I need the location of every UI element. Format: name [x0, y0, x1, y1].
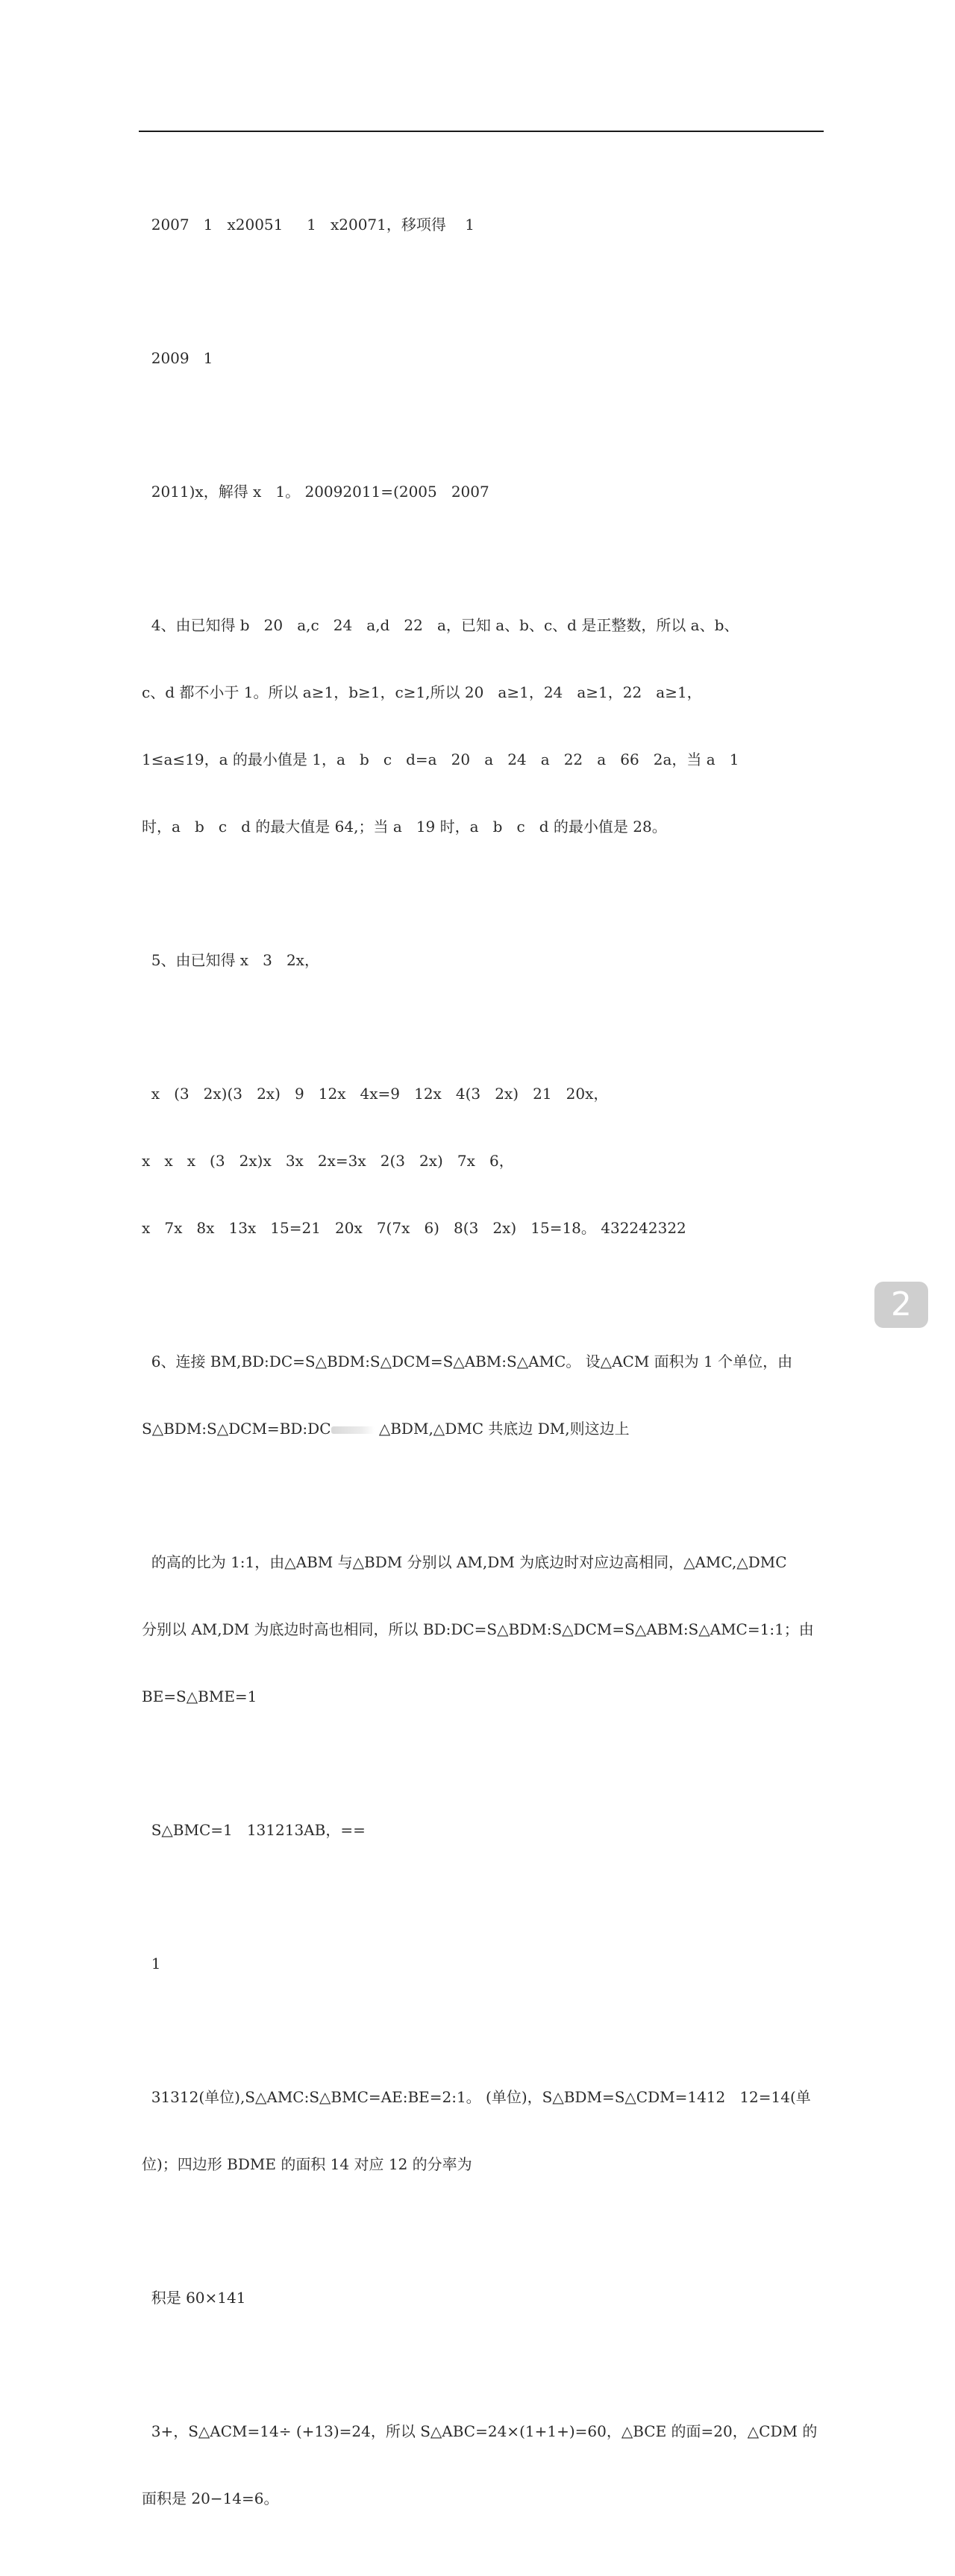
paragraph [142, 904, 817, 1016]
page-number-badge: 2 [874, 1282, 928, 1328]
paragraph [142, 2242, 817, 2354]
text-line: 积是 60×141 [142, 2289, 246, 2307]
text-line: 1 [142, 1955, 161, 1972]
text-line: 6、连接 BM,BD:DC=S△BDM:S△DCM=S△ABM:S△AMC。 设△ACM 面积为 1 个单位，由 [142, 1353, 793, 1370]
paragraph [142, 2041, 817, 2220]
text-line: 2007 1 x20051 1 x20071，移项得 1 [142, 216, 475, 234]
text-line [142, 1417, 817, 1440]
scan-smudge [331, 1426, 375, 1434]
paragraph [142, 169, 817, 281]
document-body [142, 169, 817, 2576]
paragraph [142, 1908, 817, 2019]
text-line: 31312(单位),S△AMC:S△BMC=AE:BE=2:1。 (单位)，S△BDM=S△CDM=1412 12=14(单 [142, 2088, 811, 2106]
text-line: 时，a b c d 的最大值是 64,；当 a 19 时，a b c d 的最小值是 28。 [142, 818, 667, 836]
paragraph [142, 1038, 817, 1284]
text-line: 2009 1 [142, 349, 213, 367]
text-line: BE=S△BME=1 [142, 1687, 257, 1705]
text-fragment: △BDM,△DMC 共底边 DM,则这边上 [374, 1420, 630, 1438]
paragraph [142, 2375, 817, 2554]
paragraph [142, 302, 817, 414]
text-line: 3+，S△ACM=14÷ (+13)=24，所以 S△ABC=24×(1+1+)=60，△BCE 的面=20，△CDM 的 [142, 2422, 818, 2440]
text-line: 面积是 20−14=6。 [142, 2489, 279, 2507]
paragraph [142, 436, 817, 548]
text-line: x x x (3 2x)x 3x 2x=3x 2(3 2x) 7x 6， [142, 1152, 514, 1170]
text-line: x (3 2x)(3 2x) 9 12x 4x=9 12x 4(3 2x) 21 20x， [142, 1085, 609, 1103]
text-line: x 7x 8x 13x 15=21 20x 7(7x 6) 8(3 2x) 15=18。 432242322 [142, 1219, 686, 1237]
text-line: 2011)x，解得 x 1。 20092011=(2005 2007 [142, 483, 489, 501]
paragraph [142, 569, 817, 883]
paragraph [142, 1774, 817, 1886]
text-line: 4、由已知得 b 20 a,c 24 a,d 22 a，已知 a、b、c、d 是正整数，所以 a、b、 [142, 616, 739, 634]
text-line: c、d 都不小于 1。所以 a≥1，b≥1，c≥1,所以 20 a≥1，24 a≥1，22 a≥1， [142, 683, 702, 701]
text-line: S△BMC=1 131213AB，== [142, 1821, 366, 1839]
text-line: 1≤a≤19，a 的最小值是 1，a b c d=a 20 a 24 a 22 a 66 2a，当 a 1 [142, 750, 739, 768]
text-line: 5、由已知得 x 3 2x， [142, 951, 319, 969]
text-line: 分别以 AM,DM 为底边时高也相同，所以 BD:DC=S△BDM:S△DCM=S△ABM:S△AMC=1:1；由 [142, 1620, 814, 1638]
paragraph [142, 1506, 817, 1752]
text-line: 的高的比为 1:1，由△ABM 与△BDM 分别以 AM,DM 为底边时对应边高相同，△AMC,△DMC [142, 1553, 787, 1571]
text-fragment: S△BDM:S△DCM=BD:DC [142, 1420, 331, 1438]
paragraph [142, 1306, 817, 1485]
header-rule [139, 131, 824, 132]
text-line: 位)；四边形 BDME 的面积 14 对应 12 的分率为 [142, 2155, 472, 2173]
